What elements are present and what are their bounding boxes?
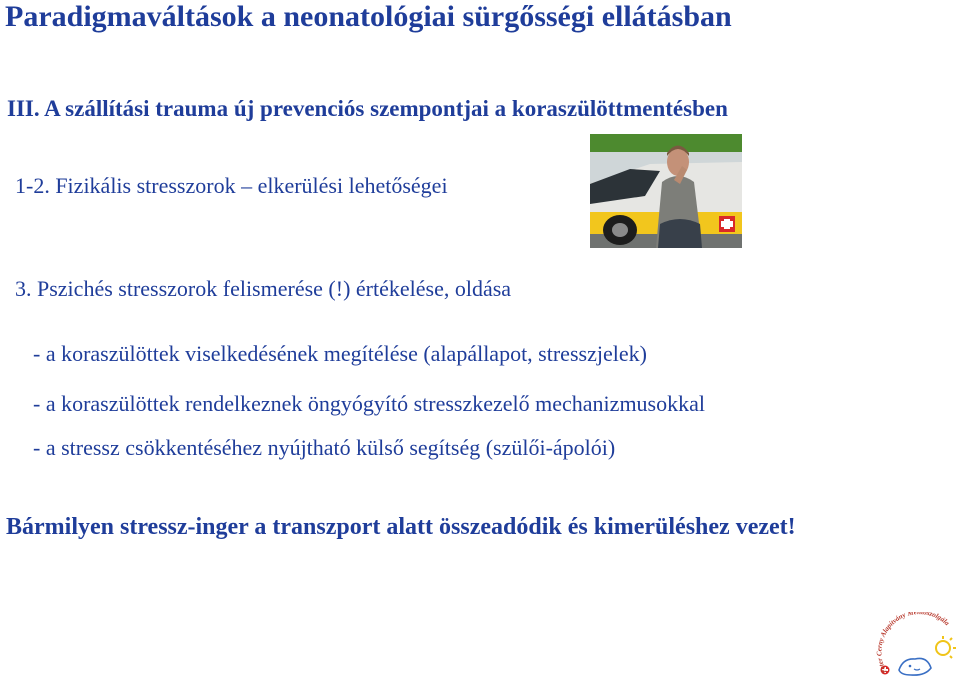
section-heading: III. A szállítási trauma új prevenciós szempontjai a koraszülöttmentésben — [7, 96, 728, 121]
bullet-item: - a koraszülöttek rendelkeznek öngyógyító stresszkezelő mechanizmusokkal — [33, 391, 705, 416]
svg-text:Peter Cerny Alapítvány Mentősz: Peter Cerny Alapítvány Mentőszolgála — [875, 612, 951, 675]
bullet-item: - a koraszülöttek viselkedésének megítélése (alapállapot, stresszjelek) — [33, 341, 647, 366]
bullet-item: - a stressz csökkentéséhez nyújtható külső segítség (szülői-ápolói) — [33, 435, 616, 460]
conclusion-text: Bármilyen stressz-inger a transzport alatt összeadódik és kimerüléshez vezet! — [6, 514, 796, 540]
heading-psychological-stressors: 3. Pszichés stresszorok felismerése (!) értékelése, oldása — [15, 276, 512, 301]
foundation-logo — [873, 612, 959, 680]
heading-physical-stressors: 1-2. Fizikális stresszorok – elkerülési lehetőségei — [15, 173, 448, 198]
ambulance-photo — [590, 134, 742, 248]
slide-title: Paradigmaváltások a neonatológiai sürgősségi ellátásban — [5, 0, 732, 33]
